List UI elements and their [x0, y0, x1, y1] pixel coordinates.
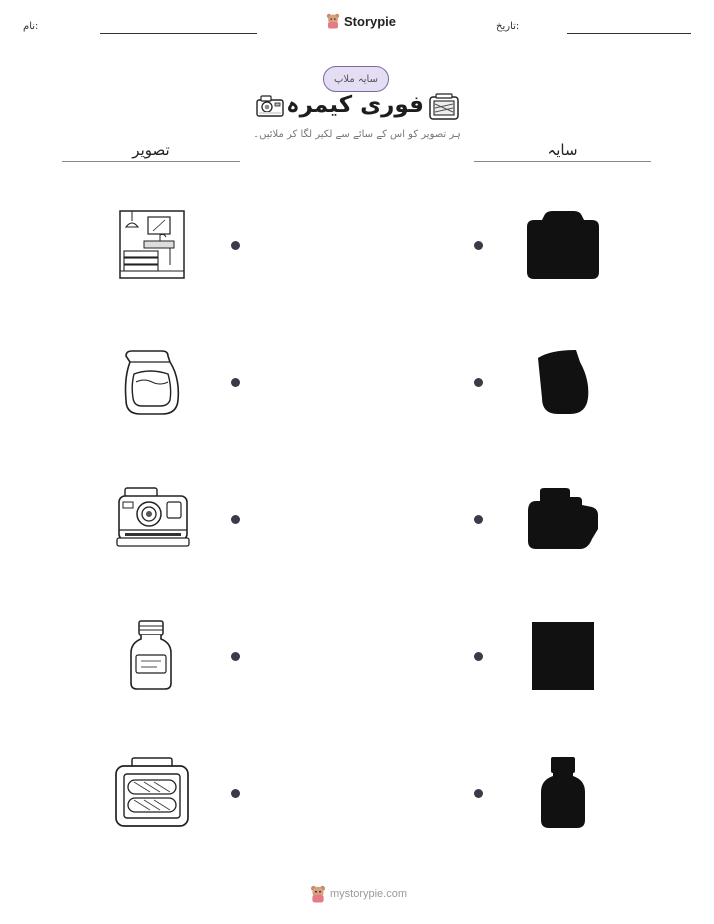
date-label: تاریخ: [496, 21, 520, 32]
picture-4 [127, 619, 175, 693]
shadow-5 [539, 756, 587, 830]
name-label: نام: [23, 21, 39, 32]
shadow-1 [526, 210, 600, 280]
square-silhouette [531, 621, 595, 691]
bear-mascot-icon [310, 885, 326, 903]
date-field-line[interactable] [567, 33, 691, 34]
shadow-4-match-dot[interactable] [474, 652, 483, 661]
picture-2 [120, 348, 184, 418]
shadow-2-match-dot[interactable] [474, 378, 483, 387]
chemical-bottle-icon [127, 619, 175, 693]
page-title: فوری کیمرہ [286, 92, 424, 118]
picture-2-match-dot[interactable] [231, 378, 240, 387]
shadow-3 [526, 487, 600, 551]
bottle-silhouette [539, 756, 587, 830]
picture-3 [115, 486, 191, 550]
camera-silhouette [526, 210, 600, 280]
picture-1-match-dot[interactable] [231, 241, 240, 250]
brand-logo [326, 13, 396, 29]
instructions: ہر تصویر کو اس کے سائے سے لکیر لگا کر ملائیں۔ [253, 129, 461, 140]
bear-mascot-icon [326, 13, 340, 29]
instant-camera-icon [115, 486, 191, 550]
shadow-1-match-dot[interactable] [474, 241, 483, 250]
shadow-5-match-dot[interactable] [474, 789, 483, 798]
film-cartridge-icon [114, 756, 190, 828]
shadow-3-match-dot[interactable] [474, 515, 483, 524]
shadow-2 [536, 348, 592, 416]
pictures-column-heading: تصویر [132, 141, 170, 159]
name-field-line[interactable] [100, 33, 257, 34]
shadows-column-heading: سایہ [547, 141, 578, 159]
darkroom-scene-icon [118, 209, 186, 281]
picture-5-match-dot[interactable] [231, 789, 240, 798]
pictures-heading-underline [62, 161, 240, 162]
pouch-silhouette [536, 348, 592, 416]
picture-5 [114, 756, 190, 828]
film-pouch-icon [120, 348, 184, 418]
activity-badge: سایہ ملاپ [323, 66, 389, 92]
film-cartridge-icon [428, 92, 460, 122]
picture-4-match-dot[interactable] [231, 652, 240, 661]
picture-1 [118, 209, 186, 281]
picture-3-match-dot[interactable] [231, 515, 240, 524]
shadows-heading-underline [474, 161, 651, 162]
shadow-4 [531, 621, 595, 691]
brand-name: Storypie [344, 13, 397, 29]
box-silhouette [526, 487, 600, 551]
footer-site-link[interactable]: mystorypie.com [330, 888, 408, 900]
footer [310, 885, 407, 903]
